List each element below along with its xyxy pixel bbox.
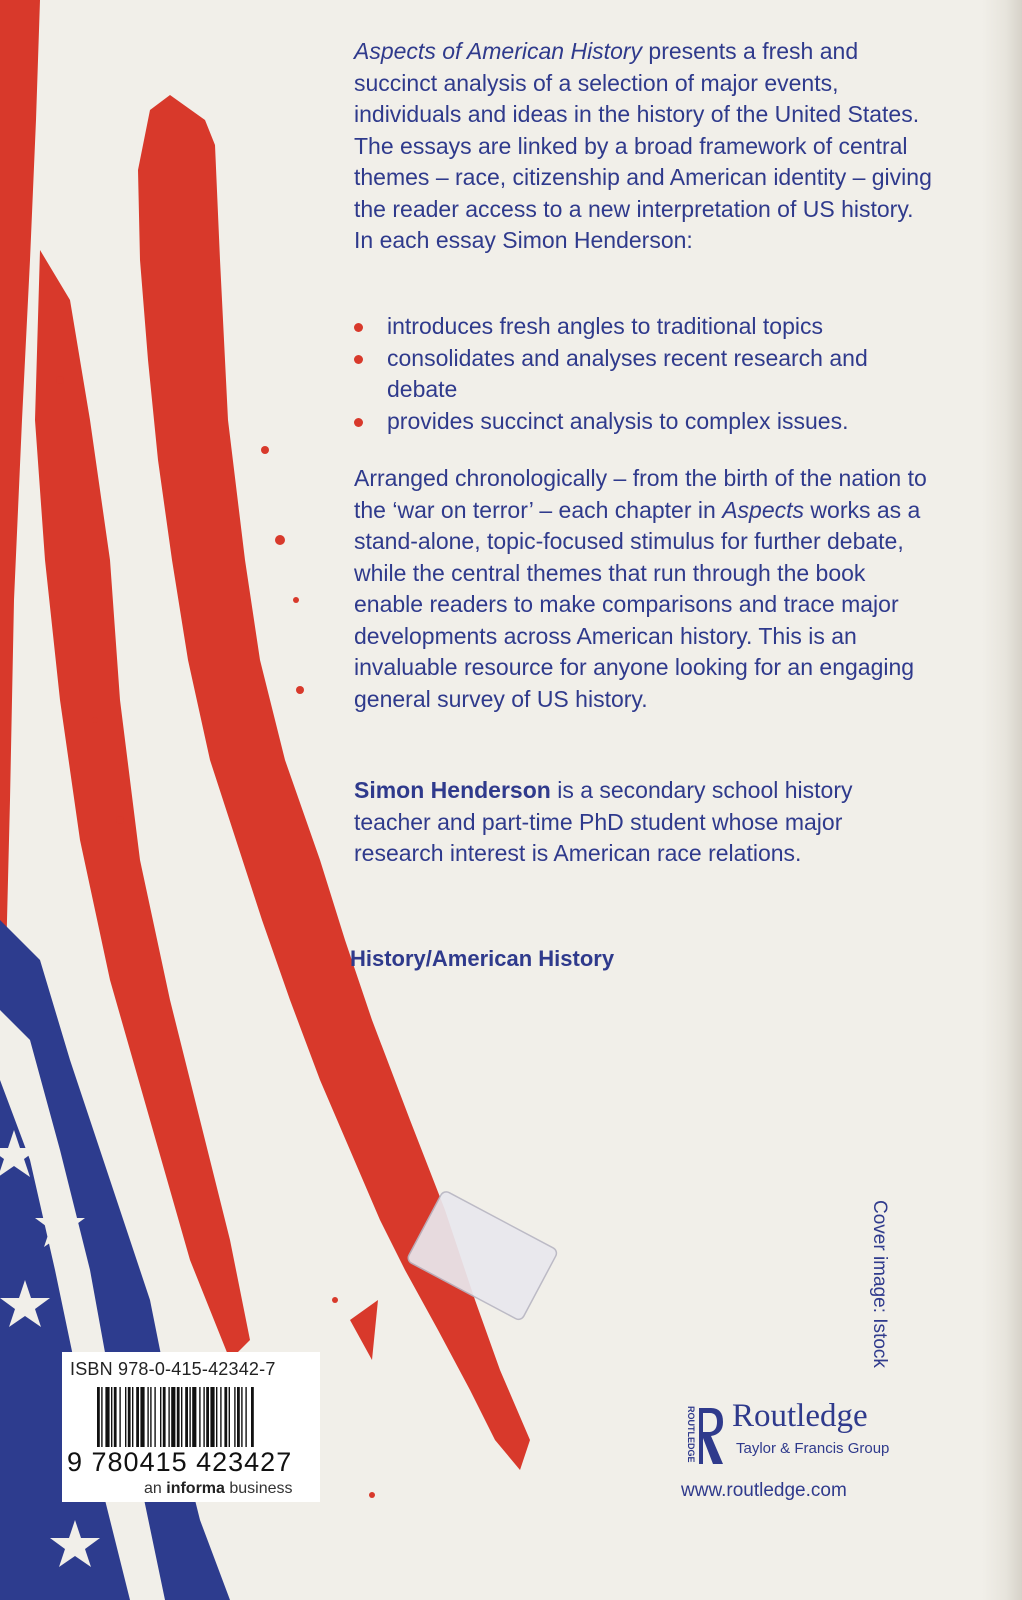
spine-shadow	[982, 0, 1022, 1600]
barcode-bar	[168, 1387, 169, 1447]
barcode-bar	[181, 1387, 182, 1447]
barcode-bar	[111, 1387, 112, 1447]
barcode-bar	[206, 1387, 209, 1447]
barcode-bar	[224, 1387, 227, 1447]
barcode-bar	[147, 1387, 148, 1447]
barcode-bar	[136, 1387, 139, 1447]
bullet-icon	[354, 355, 363, 364]
sticker-label	[406, 1190, 558, 1322]
cover-image-credit: Cover image: Istock	[869, 1200, 890, 1368]
informa-tagline	[144, 1480, 293, 1498]
logo-wordmark: ROUTLEDGE	[686, 1406, 696, 1463]
star	[239, 1525, 281, 1564]
barcode-digits: 9 780415 423427	[67, 1447, 293, 1477]
barcode-bar	[220, 1387, 221, 1447]
description-paragraph	[354, 463, 934, 715]
barcode-bar	[140, 1387, 144, 1447]
publisher-group: Taylor & Francis Group	[736, 1440, 890, 1457]
short-title: Aspects	[722, 496, 805, 523]
splatter-dot	[116, 816, 124, 824]
logo-r-mark	[699, 1408, 723, 1464]
description-text-1: Arranged chronologically – from the birth of the nation to the ‘war on terror’ – each chapter in	[354, 465, 927, 523]
barcode-bar	[203, 1387, 204, 1447]
barcode-bar	[105, 1387, 109, 1447]
list-item-text: provides succinct analysis to complex issues.	[387, 407, 849, 434]
barcode-bar	[229, 1387, 230, 1447]
splatter-dot	[56, 376, 64, 384]
barcode-bar	[251, 1387, 254, 1447]
barcode-bar	[163, 1387, 166, 1447]
barcode-bar	[101, 1387, 102, 1447]
blurb-paragraph	[354, 36, 934, 257]
book-title: Aspects of American History	[354, 38, 643, 64]
publisher-website[interactable]: www.routledge.com	[681, 1480, 847, 1501]
splatter-dot	[369, 1492, 375, 1498]
red-brush-fragment	[350, 1300, 378, 1360]
subject-category: History/American History	[350, 946, 615, 971]
author-bio-text: is a secondary school history teacher and part-time PhD student whose major research interest is American race relations.	[354, 777, 853, 866]
splatter-dot	[293, 597, 299, 603]
barcode-bar	[234, 1387, 235, 1447]
barcode-bar	[154, 1387, 155, 1447]
splatter-dot	[332, 1297, 338, 1303]
barcode-bar	[199, 1387, 200, 1447]
barcode-bar	[216, 1387, 217, 1447]
price-sticker	[395, 1185, 565, 1335]
barcode-bar	[185, 1387, 188, 1447]
barcode-bar	[97, 1387, 100, 1447]
list-item-text: consolidates and analyses recent research and debate	[387, 344, 868, 402]
list-item	[354, 343, 934, 406]
blurb-text: presents a fresh and succinct analysis of a selection of major events, individuals and ideas in the history of the United States. The essays are linked by a broad framework of central themes – race, citizenship and American identity – giving the reader access to a new interpretation of US history. In each essay Simon Henderson:	[354, 38, 932, 253]
barcode-icon	[97, 1387, 307, 1447]
barcode-bar	[245, 1387, 246, 1447]
list-item	[354, 406, 934, 438]
feature-list	[354, 311, 934, 437]
barcode-bar	[128, 1387, 131, 1447]
barcode-bar	[241, 1387, 242, 1447]
list-item-text: introduces fresh angles to traditional topics	[387, 313, 823, 339]
barcode-bar	[210, 1387, 214, 1447]
barcode-bar	[192, 1387, 196, 1447]
isbn-barcode-panel	[62, 1352, 320, 1502]
barcode-bar	[177, 1387, 180, 1447]
barcode-bar	[114, 1387, 117, 1447]
bullet-icon	[354, 323, 363, 332]
barcode-bar	[132, 1387, 133, 1447]
tagline-post: business	[224, 1480, 293, 1497]
tagline-pre: an	[144, 1480, 167, 1497]
publisher-block	[681, 1398, 921, 1518]
routledge-logo	[681, 1404, 725, 1468]
barcode-bar	[171, 1387, 175, 1447]
description-text-2: works as a stand-alone, topic-focused stimulus for further debate, while the central themes that run through the book enable readers to make comparisons and trace major developments across American history. This is an invaluable resource for anyone looking for an engaging general survey of US history.	[354, 496, 921, 712]
red-brush-stroke-left	[0, 0, 40, 1000]
splatter-dot	[261, 446, 269, 454]
publisher-name: Routledge	[732, 1398, 868, 1434]
list-item	[354, 311, 934, 343]
splatter-dot	[275, 535, 285, 545]
barcode-bar	[119, 1387, 120, 1447]
splatter-dot	[296, 686, 304, 694]
splatter-dot	[92, 717, 98, 723]
author-name: Simon Henderson	[354, 777, 551, 803]
barcode-bar	[150, 1387, 151, 1447]
author-bio	[354, 775, 934, 870]
barcode-bar	[189, 1387, 190, 1447]
bullet-icon	[354, 418, 363, 427]
barcode-bar	[237, 1387, 240, 1447]
tagline-brand: informa	[166, 1480, 225, 1497]
barcode-bar	[160, 1387, 161, 1447]
barcode-bar	[125, 1387, 126, 1447]
isbn-number: ISBN 978-0-415-42342-7	[70, 1359, 276, 1379]
